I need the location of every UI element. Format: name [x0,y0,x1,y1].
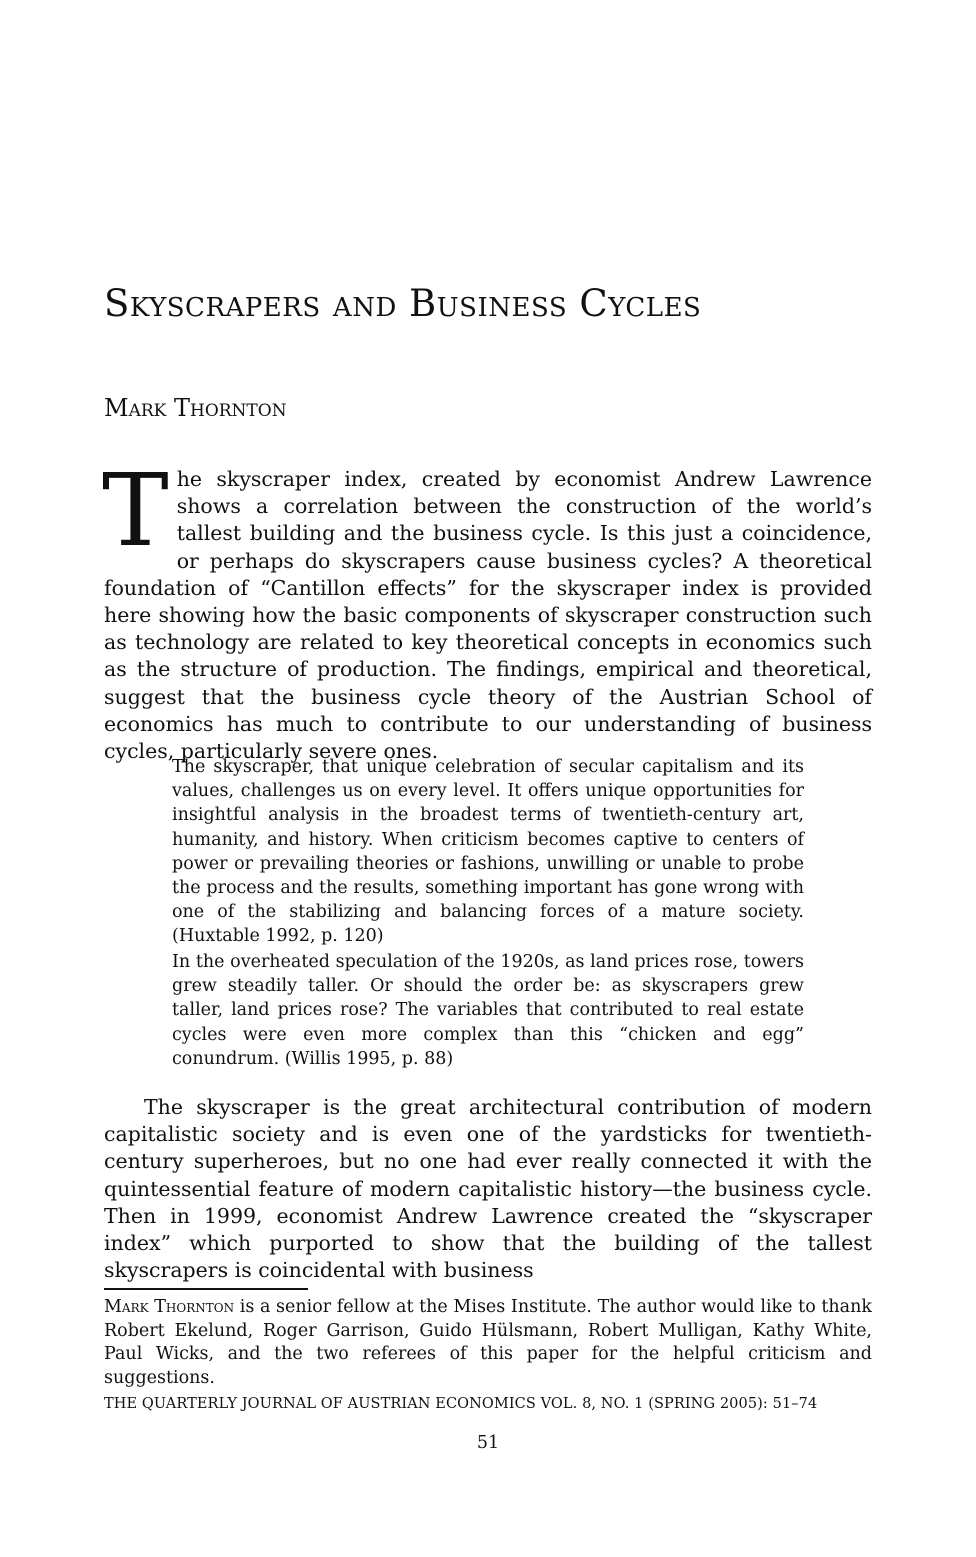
journal-citation: THE QUARTERLY JOURNAL OF AUSTRIAN ECONOMICS VOL. 8, NO. 1 (SPRING 2005): 51–74 [104,1396,818,1412]
body-paragraph: The skyscraper is the great architectural contribution of modern capitalistic society and is even one of the yardsticks for twentieth-century superheroes, but no one had ever really connected it with the quintessential feature of modern capitalistic history—the business cycle. Then in 1999, economist Andrew Lawrence created the “skyscraper index” which purported to show that the building of the tallest skyscrapers is coincidental with business [104,1095,872,1283]
abstract-text: he skyscraper index, created by economist Andrew Lawrence shows a correlation between the construction of the world’s tallest building and the business cycle. Is this just a coincidence, or perhaps do skyscrapers cause business cycles? A theoretical foundation of “Cantillon effects” for the skyscraper index is provided here showing how the basic components of skyscraper construction such as technology are related to key theoretical concepts in economics such as the structure of production. The findings, empirical and theoretical, suggest that the business cycle theory of the Austrian School of economics has much to contribute to our understanding of business cycles, particularly severe ones. [104,467,872,764]
block-quote-huxtable: The skyscraper, that unique celebration of secular capitalism and its values, challenges us on every level. It offers unique opportunities for insightful analysis in the broadest terms of twentieth-century art, humanity, and history. When criticism becomes captive to centers of power or prevailing theories or fashions, unwilling or unable to probe the process and the results, something important has gone wrong with one of the stabilizing and balancing forces of a mature society. (Huxtable 1992, p. 120) [172,757,804,947]
author-footnote [104,1296,872,1390]
footnote-text: is a senior fellow at the Mises Institute. The author would like to thank Robert Ekelund, Roger Garrison, Guido Hülsmann, Robert Mulligan, Kathy White, Paul Wicks, and the two referees of this paper for the helpful criticism and suggestions. [104,1297,872,1388]
page-number: 51 [476,1433,500,1453]
drop-cap: T [102,452,169,569]
footnote-divider [104,1288,308,1290]
article-title: Skyscrapers and Business Cycles [104,282,702,325]
article-author: Mark Thornton [104,394,287,422]
footnote-author-name: Mark Thornton [104,1297,235,1317]
block-quote-willis: In the overheated speculation of the 1920s, as land prices rose, towers grew steadily taller. Or should the order be: as skyscrapers grew taller, land prices rose? The variables that contributed to real estate cycles were even more complex than this “chicken and egg” conundrum. (Willis 1995, p. 88) [172,952,804,1069]
abstract-paragraph [102,452,872,765]
